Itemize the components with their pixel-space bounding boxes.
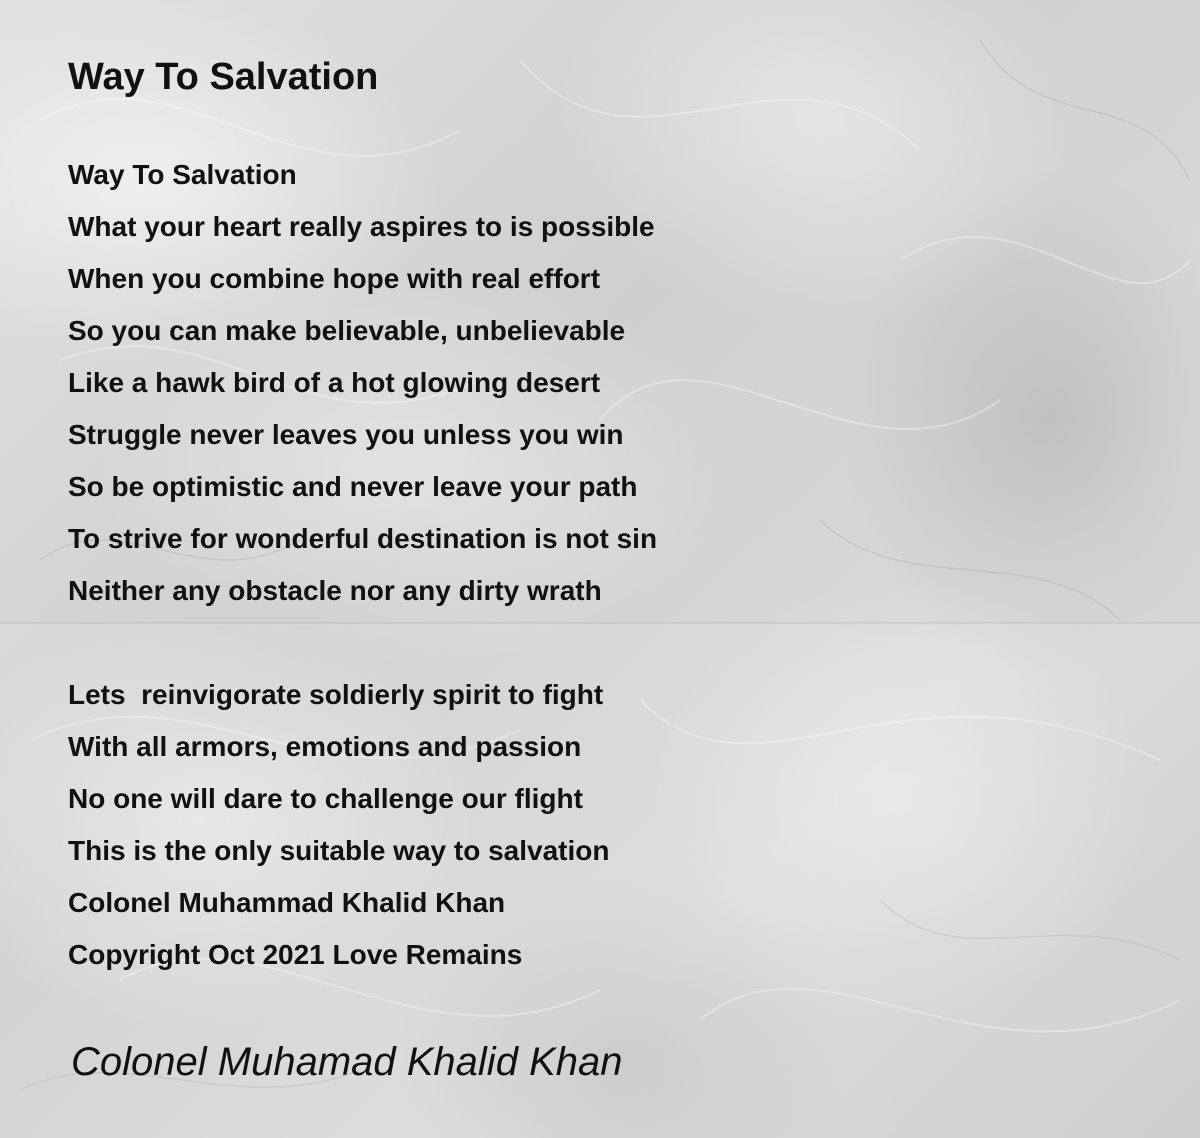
poem-line: With all armors, emotions and passion [68,731,582,762]
poem-line: So be optimistic and never leave your path [68,471,638,502]
author-signature: Colonel Muhamad Khalid Khan [71,1040,623,1084]
poem-line: What your heart really aspires to is possible [68,211,655,242]
poem-line: So you can make believable, unbelievable [68,315,626,346]
poem-title: Way To Salvation [68,56,379,98]
poem-line: When you combine hope with real effort [68,263,601,294]
poem-line: Colonel Muhammad Khalid Khan [68,887,506,918]
poem-line: To strive for wonderful destination is not sin [68,523,658,554]
poem-line: Struggle never leaves you unless you win [68,419,624,450]
poem-line: This is the only suitable way to salvation [68,835,610,866]
poem-line: Copyright Oct 2021 Love Remains [68,939,523,970]
poem-stanza-2 [68,669,609,981]
poem-line: Way To Salvation [68,159,297,190]
background-seam [0,622,1200,625]
poem-line: Lets reinvigorate soldierly spirit to fight [68,679,604,710]
poem-stanza-1 [68,149,657,617]
poem-line: Neither any obstacle nor any dirty wrath [68,575,602,606]
poem-line: Like a hawk bird of a hot glowing desert [68,367,601,398]
poem-line: No one will dare to challenge our flight [68,783,583,814]
